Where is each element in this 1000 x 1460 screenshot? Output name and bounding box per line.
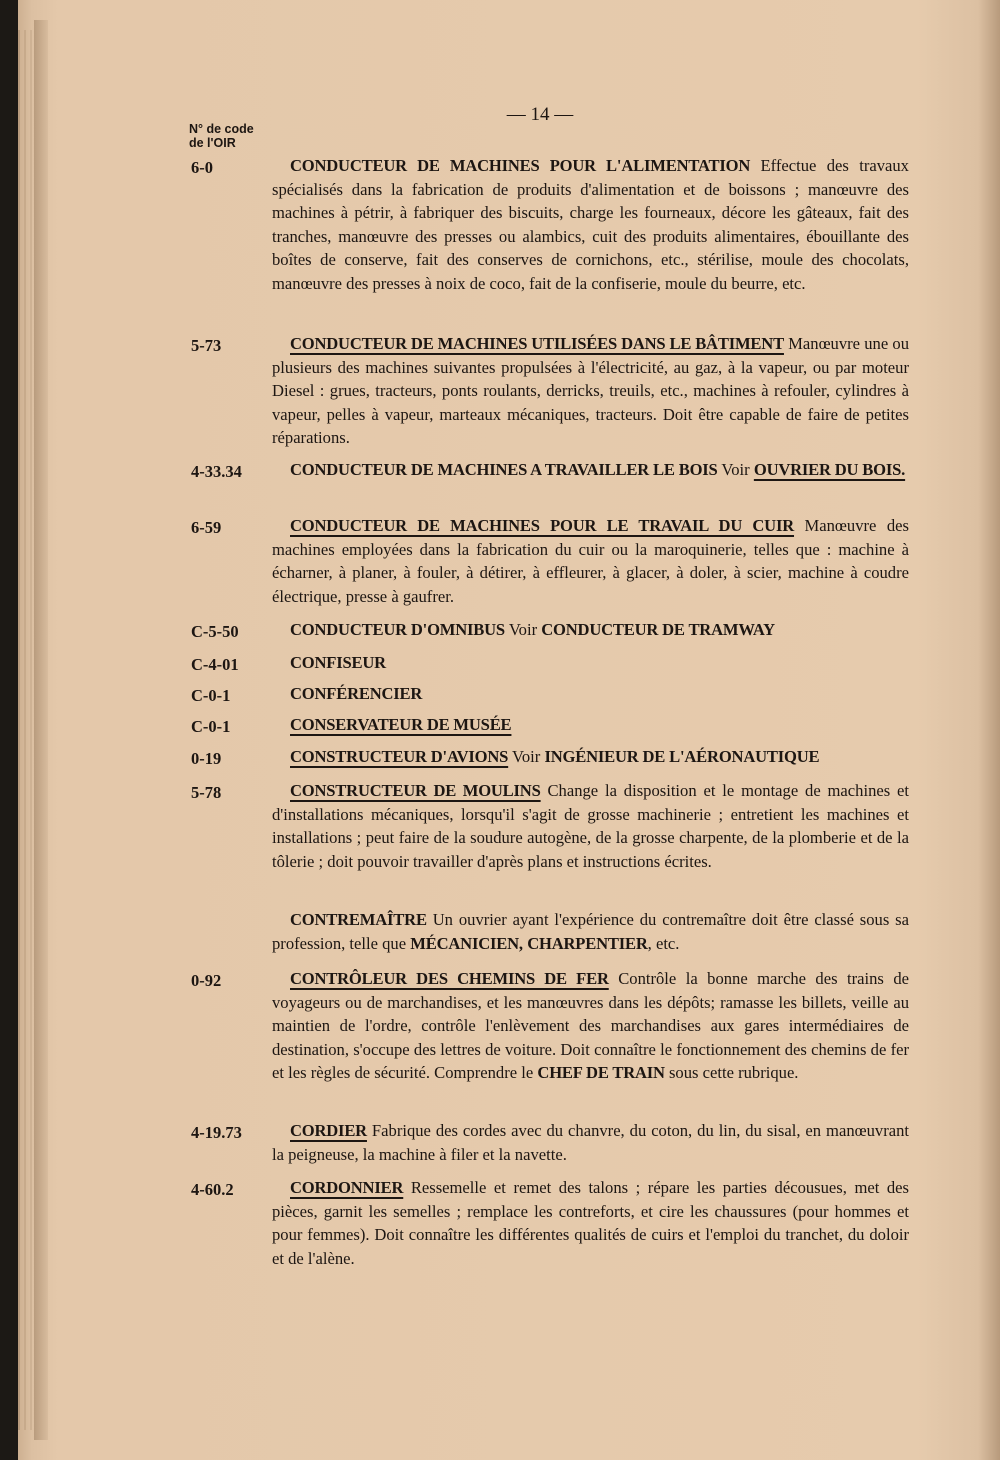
page-edge — [18, 30, 20, 1430]
page-edge — [30, 30, 32, 1430]
cross-reference: CHEF DE TRAIN — [537, 1063, 665, 1083]
entry-description: Manœuvre des machines employées dans la fabrication du cuir ou la maroquinerie, telles que : machine à écharner, à planer, à fouler, à détirer, à effleurer, à glacer, à doler, à scier, machine à coudre électrique, presse à gaufrer. — [272, 516, 910, 606]
entry-term: CONTRÔLEUR DES CHEMINS DE FER — [290, 969, 609, 988]
cross-reference: CHARPENTIER — [527, 933, 648, 953]
entry-code: 4-60.2 — [191, 1180, 234, 1199]
entry-term: CONDUCTEUR DE MACHINES UTILISÉES DANS LE BÂTIMENT — [290, 334, 784, 353]
entry-term: CONDUCTEUR DE MACHINES A TRAVAILLER LE BOIS — [290, 460, 718, 479]
entry-code: 5-78 — [191, 783, 222, 802]
entry-description-tail: sous cette rubrique. — [668, 1063, 799, 1083]
entry-body — [272, 713, 909, 737]
entry-term: CORDIER — [290, 1121, 367, 1140]
entry-term: CONDUCTEUR DE MACHINES POUR LE TRAVAIL DU CUIR — [290, 516, 795, 535]
entry-body — [272, 514, 909, 608]
entry-term: CONFISEUR — [290, 653, 386, 672]
cross-reference: INGÉNIEUR DE L'AÉRONAUTIQUE — [544, 747, 820, 766]
entry-code: C-4-01 — [191, 655, 239, 674]
entry-code: 0-19 — [191, 749, 222, 768]
entry-term: CONSERVATEUR DE MUSÉE — [290, 715, 512, 734]
entry-body — [272, 1176, 909, 1270]
voir-label: Voir — [508, 620, 538, 639]
entry-body — [272, 682, 909, 706]
entry-description: Ressemelle et remet des talons ; répare les parties décousues, met des pièces, garnit les semelles ; remplace les contreforts, et cire les chaussures (pour hommes et pour femmes). Doit connaître les différentes qualités de cuirs et l'emploi du tranchet, du doloir et de l'alène. — [272, 1178, 910, 1268]
entry-description: Effectue des travaux spécialisés dans la fabrication de produits d'alimentation et de boissons ; manœuvre des machines à pétrir, à fabriquer des biscuits, charge les fourneaux, décore les gâteaux, fait des tranches, manœuvre des presses ou alambics, cuit des produits alimentaires, ébouillante des boîtes de conserve, fait des conserves de cornichons, etc., stérilise, moule des chocolats, manœuvre des presses à noix de coco, fait de la confiserie, moule du beurre, etc. — [272, 156, 909, 293]
entry-term: CONSTRUCTEUR DE MOULINS — [290, 781, 541, 800]
cross-reference: CONDUCTEUR DE TRAMWAY — [541, 620, 775, 639]
entry-body — [272, 618, 909, 642]
entry-code: 0-92 — [191, 971, 222, 990]
entry-code: 5-73 — [191, 336, 222, 355]
entry-code: 6-0 — [191, 158, 213, 177]
entry-body — [272, 967, 909, 1085]
entry-body — [272, 745, 909, 769]
cross-reference: MÉCANICIEN — [410, 933, 519, 953]
entry-term: CONSTRUCTEUR D'AVIONS — [290, 747, 509, 766]
book-spine — [34, 20, 48, 1440]
entry-description: Fabrique des cordes avec du chanvre, du coton, du lin, du sisal, en manœuvrant la peigneuse, la machine à filer et la navette. — [272, 1121, 909, 1164]
entry-body — [272, 779, 909, 873]
entry-code: C-0-1 — [191, 686, 231, 705]
entry-code: C-5-50 — [191, 622, 239, 641]
entry-term: CONFÉRENCIER — [290, 684, 423, 703]
code-header-line1: N° de code — [189, 122, 254, 136]
voir-label: Voir — [721, 460, 750, 479]
entry-body — [272, 332, 909, 450]
entry-body — [272, 154, 909, 296]
entry-body — [272, 908, 909, 955]
entry-description: Manœuvre une ou plusieurs des machines suivantes propulsées à l'électricité, au gaz, à la vapeur, ou par moteur Diesel : grues, tracteurs, ponts roulants, derricks, treuils, etc., machines à refouler, cylindres à vapeur, pelles à vapeur, marteaux mécaniques, tracteurs. Doit être capable de faire de petites réparations. — [272, 334, 909, 448]
entry-body — [272, 1119, 909, 1166]
entry-description: Change la disposition et le montage de machines et d'installations mécaniques, lorsqu'il s'agit de grosse machinerie ; entretient les machines et installations ; peut faire de la soudure autogène, de la grosse charpente, de la plomberie et de la tôlerie ; doit pouvoir travailler d'après plans et instructions écrites. — [272, 781, 909, 871]
entry-code: 6-59 — [191, 518, 222, 537]
entry-body — [272, 651, 909, 675]
code-header-line2: de l'OIR — [189, 136, 236, 150]
page-number: — 14 — — [506, 104, 574, 125]
cross-reference: OUVRIER DU BOIS. — [753, 460, 906, 479]
entry-term: CONDUCTEUR DE MACHINES POUR L'ALIMENTATION — [290, 156, 751, 175]
entry-term: CORDONNIER — [290, 1178, 404, 1197]
entry-term: CONDUCTEUR D'OMNIBUS — [290, 620, 505, 639]
entry-code: 4-33.34 — [191, 462, 242, 481]
code-column-header — [189, 122, 254, 150]
page-edge — [24, 30, 26, 1430]
entry-description-tail: , etc. — [647, 933, 680, 953]
entry-term: CONTREMAÎTRE — [290, 910, 427, 929]
entry-code: C-0-1 — [191, 717, 231, 736]
entry-body — [272, 458, 909, 482]
separator: , — [518, 933, 524, 953]
entry-description: Contrôle la bonne marche des trains de voyageurs ou de marchandises, et les manœuvres dans les dépôts; ramasse les billets, veille au maintien de l'ordre, contrôle l'enlèvement des marchandises aux gares intermédiaires de destination, s'occupe des lettres de voiture. Doit connaître le fonctionnement des chemins de fer et les règles de sécurité. Comprendre le — [272, 969, 909, 1083]
voir-label: Voir — [512, 747, 541, 766]
entry-description: Un ouvrier ayant l'expérience du contremaître doit être classé sous sa profession, telle que — [272, 910, 910, 953]
entry-code: 4-19.73 — [191, 1123, 242, 1142]
